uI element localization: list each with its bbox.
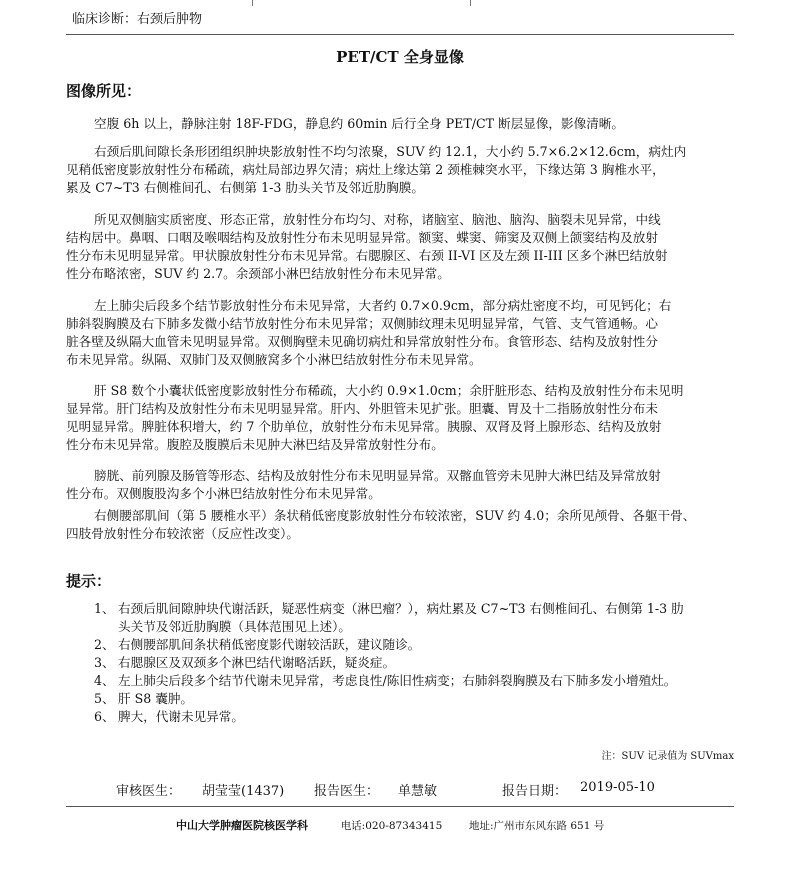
tip-text: 右侧腰部肌间条状稍低密度影代谢较活跃，建议随诊。 — [118, 637, 421, 652]
paragraph-line: 肺斜裂胸膜及右下肺多发微小结节放射性分布未见异常；双侧肺纹理未见明显异常，气管、支气管通畅。心 — [66, 316, 658, 331]
tip-text: 左上肺尖后段多个结节代谢未见异常，考虑良性/陈旧性病变；右肺斜裂胸膜及右下肺多发小增殖灶。 — [118, 673, 677, 688]
tip-number: 5、 — [94, 691, 115, 706]
paragraph-line: 性分布未见异常。腹腔及腹膜后未见肿大淋巴结及异常放射性分布。 — [66, 437, 444, 452]
findings-paragraph — [66, 211, 736, 283]
header-bar — [66, 0, 734, 35]
paragraph-line: 结构居中。鼻咽、口咽及喉咽结构及放射性分布未见明显异常。额窦、蝶窦、筛窦及双侧上颌窦结构及放射 — [66, 230, 658, 245]
findings-paragraph — [66, 143, 736, 197]
hospital-phone: 电话:020-87343415 — [340, 820, 443, 832]
report-date: 2019-05-10 — [580, 780, 655, 795]
clinical-diagnosis: 临床诊断：右颈后肿物 — [72, 12, 203, 27]
report-title: PET/CT 全身显像 — [336, 48, 464, 66]
paragraph-line: 膀胱、前列腺及肠管等形态、结构及放射性分布未见明显异常。双髂血管旁未见肿大淋巴结及异常放射 — [94, 468, 661, 483]
paragraph-line: 所见双侧脑实质密度、形态正常，放射性分布均匀、对称，诸脑室、脑池、脑沟、脑裂未见异常，中线 — [94, 212, 661, 227]
paragraph-line: 累及 C7~T3 右侧椎间孔、右侧第 1-3 肋头关节及邻近肋胸膜。 — [66, 180, 424, 195]
paragraph-line: 显异常。肝门结构及放射性分布未见明显异常。肝内、外胆管未见扩张。胆囊、胃及十二指肠放射性分布未 — [66, 401, 658, 416]
findings-paragraph — [66, 382, 736, 454]
tip-number: 3、 — [94, 655, 115, 670]
tip-text: 脾大，代谢未见异常。 — [118, 709, 244, 724]
tip-text: 右颈后肌间隙肿块代谢活跃，疑恶性病变（淋巴瘤？），病灶累及 C7~T3 右侧椎间孔、右侧第 1-3 肋 — [118, 601, 684, 616]
tip-text: 头关节及邻近肋胸膜（具体范围见上述）。 — [118, 619, 351, 634]
findings-paragraph — [66, 297, 736, 369]
paragraph-line: 脏各壁及纵隔大血管未见明显异常。双侧胸壁未见确切病灶和异常放射性分布。食管形态、结构及放射性分 — [66, 334, 658, 349]
header-divider — [252, 0, 253, 6]
suv-note: 注：SUV 记录值为 SUVmax — [601, 751, 734, 762]
reporter-label: 报告医生： — [314, 784, 380, 799]
paragraph-line: 性分布略浓密，SUV 约 2.7。余颈部小淋巴结放射性分布未见异常。 — [66, 266, 450, 281]
findings-paragraph — [94, 115, 736, 133]
reporter-name: 单慧敏 — [398, 784, 438, 799]
tips-heading: 提示： — [66, 572, 112, 590]
tip-text: 肝 S8 囊肿。 — [118, 691, 194, 706]
hospital-address: 地址:广州市东风东路 651 号 — [468, 820, 605, 832]
tip-item — [94, 654, 754, 672]
date-label: 报告日期： — [502, 784, 568, 799]
paragraph-line: 见明显异常。脾脏体积增大，约 7 个肋单位，放射性分布未见异常。胰腺、双肾及肾上腺形态、结构及放射 — [66, 419, 662, 434]
tip-item — [94, 690, 754, 708]
reviewer-label: 审核医生： — [116, 784, 182, 799]
findings-heading: 图像所见： — [66, 82, 142, 100]
tip-text: 右腮腺区及双颈多个淋巴结代谢略活跃，疑炎症。 — [118, 655, 396, 670]
paragraph-line: 见稍低密度影放射性分布稀疏，病灶局部边界欠清；病灶上缘达第 2 颈椎棘突水平，下缘达第 3 胸椎水平， — [66, 162, 665, 177]
paragraph-line: 布未见异常。纵隔、双肺门及双侧腋窝多个小淋巴结放射性分布未见异常。 — [66, 352, 482, 367]
footer-divider — [66, 806, 734, 807]
findings-paragraph — [66, 507, 736, 543]
tip-item — [94, 672, 754, 690]
paragraph-line: 四肢骨放射性分布较浓密（反应性改变）。 — [66, 526, 299, 541]
paragraph-line: 性分布未见明显异常。甲状腺放射性分布未见异常。右腮腺区、右颈 II-VI 区及左颈 II-III 区多个淋巴结放射 — [66, 248, 668, 263]
paragraph-line: 右颈后肌间隙长条形团组织肿块影放射性不均匀浓聚，SUV 约 12.1，大小约 5.7×6.2×12.6cm，病灶内 — [94, 144, 687, 159]
paragraph-line: 肝 S8 数个小囊状低密度影放射性分布稀疏，大小约 0.9×1.0cm；余肝脏形态、结构及放射性分布未见明 — [94, 383, 684, 398]
tip-number: 4、 — [94, 673, 115, 688]
findings-paragraph — [66, 467, 736, 503]
header-divider — [470, 0, 471, 6]
tips-list — [94, 600, 754, 726]
tip-item — [94, 636, 754, 654]
tip-number: 1、 — [94, 601, 115, 616]
tip-item — [94, 618, 754, 636]
tip-item — [94, 600, 754, 618]
paragraph-line: 左上肺尖后段多个结节影放射性分布未见异常，大者约 0.7×0.9cm，部分病灶密度不均，可见钙化；右 — [94, 298, 672, 313]
tip-number — [94, 618, 118, 636]
hospital-name: 中山大学肿瘤医院核医学科 — [176, 819, 308, 832]
tip-item — [94, 708, 754, 726]
tip-number: 6、 — [94, 709, 115, 724]
paragraph-line: 右侧腰部肌间（第 5 腰椎水平）条状稍低密度影放射性分布较浓密，SUV 约 4.0；余所见颅骨、各躯干骨、 — [94, 508, 696, 523]
paragraph-line: 性分布。双侧腹股沟多个小淋巴结放射性分布未见异常。 — [66, 486, 381, 501]
tip-number: 2、 — [94, 637, 115, 652]
paragraph-line: 空腹 6h 以上，静脉注射 18F-FDG，静息约 60min 后行全身 PET/CT 断层显像，影像清晰。 — [94, 116, 624, 131]
footer — [176, 817, 604, 833]
reviewer-name: 胡莹莹(1437) — [202, 784, 285, 799]
